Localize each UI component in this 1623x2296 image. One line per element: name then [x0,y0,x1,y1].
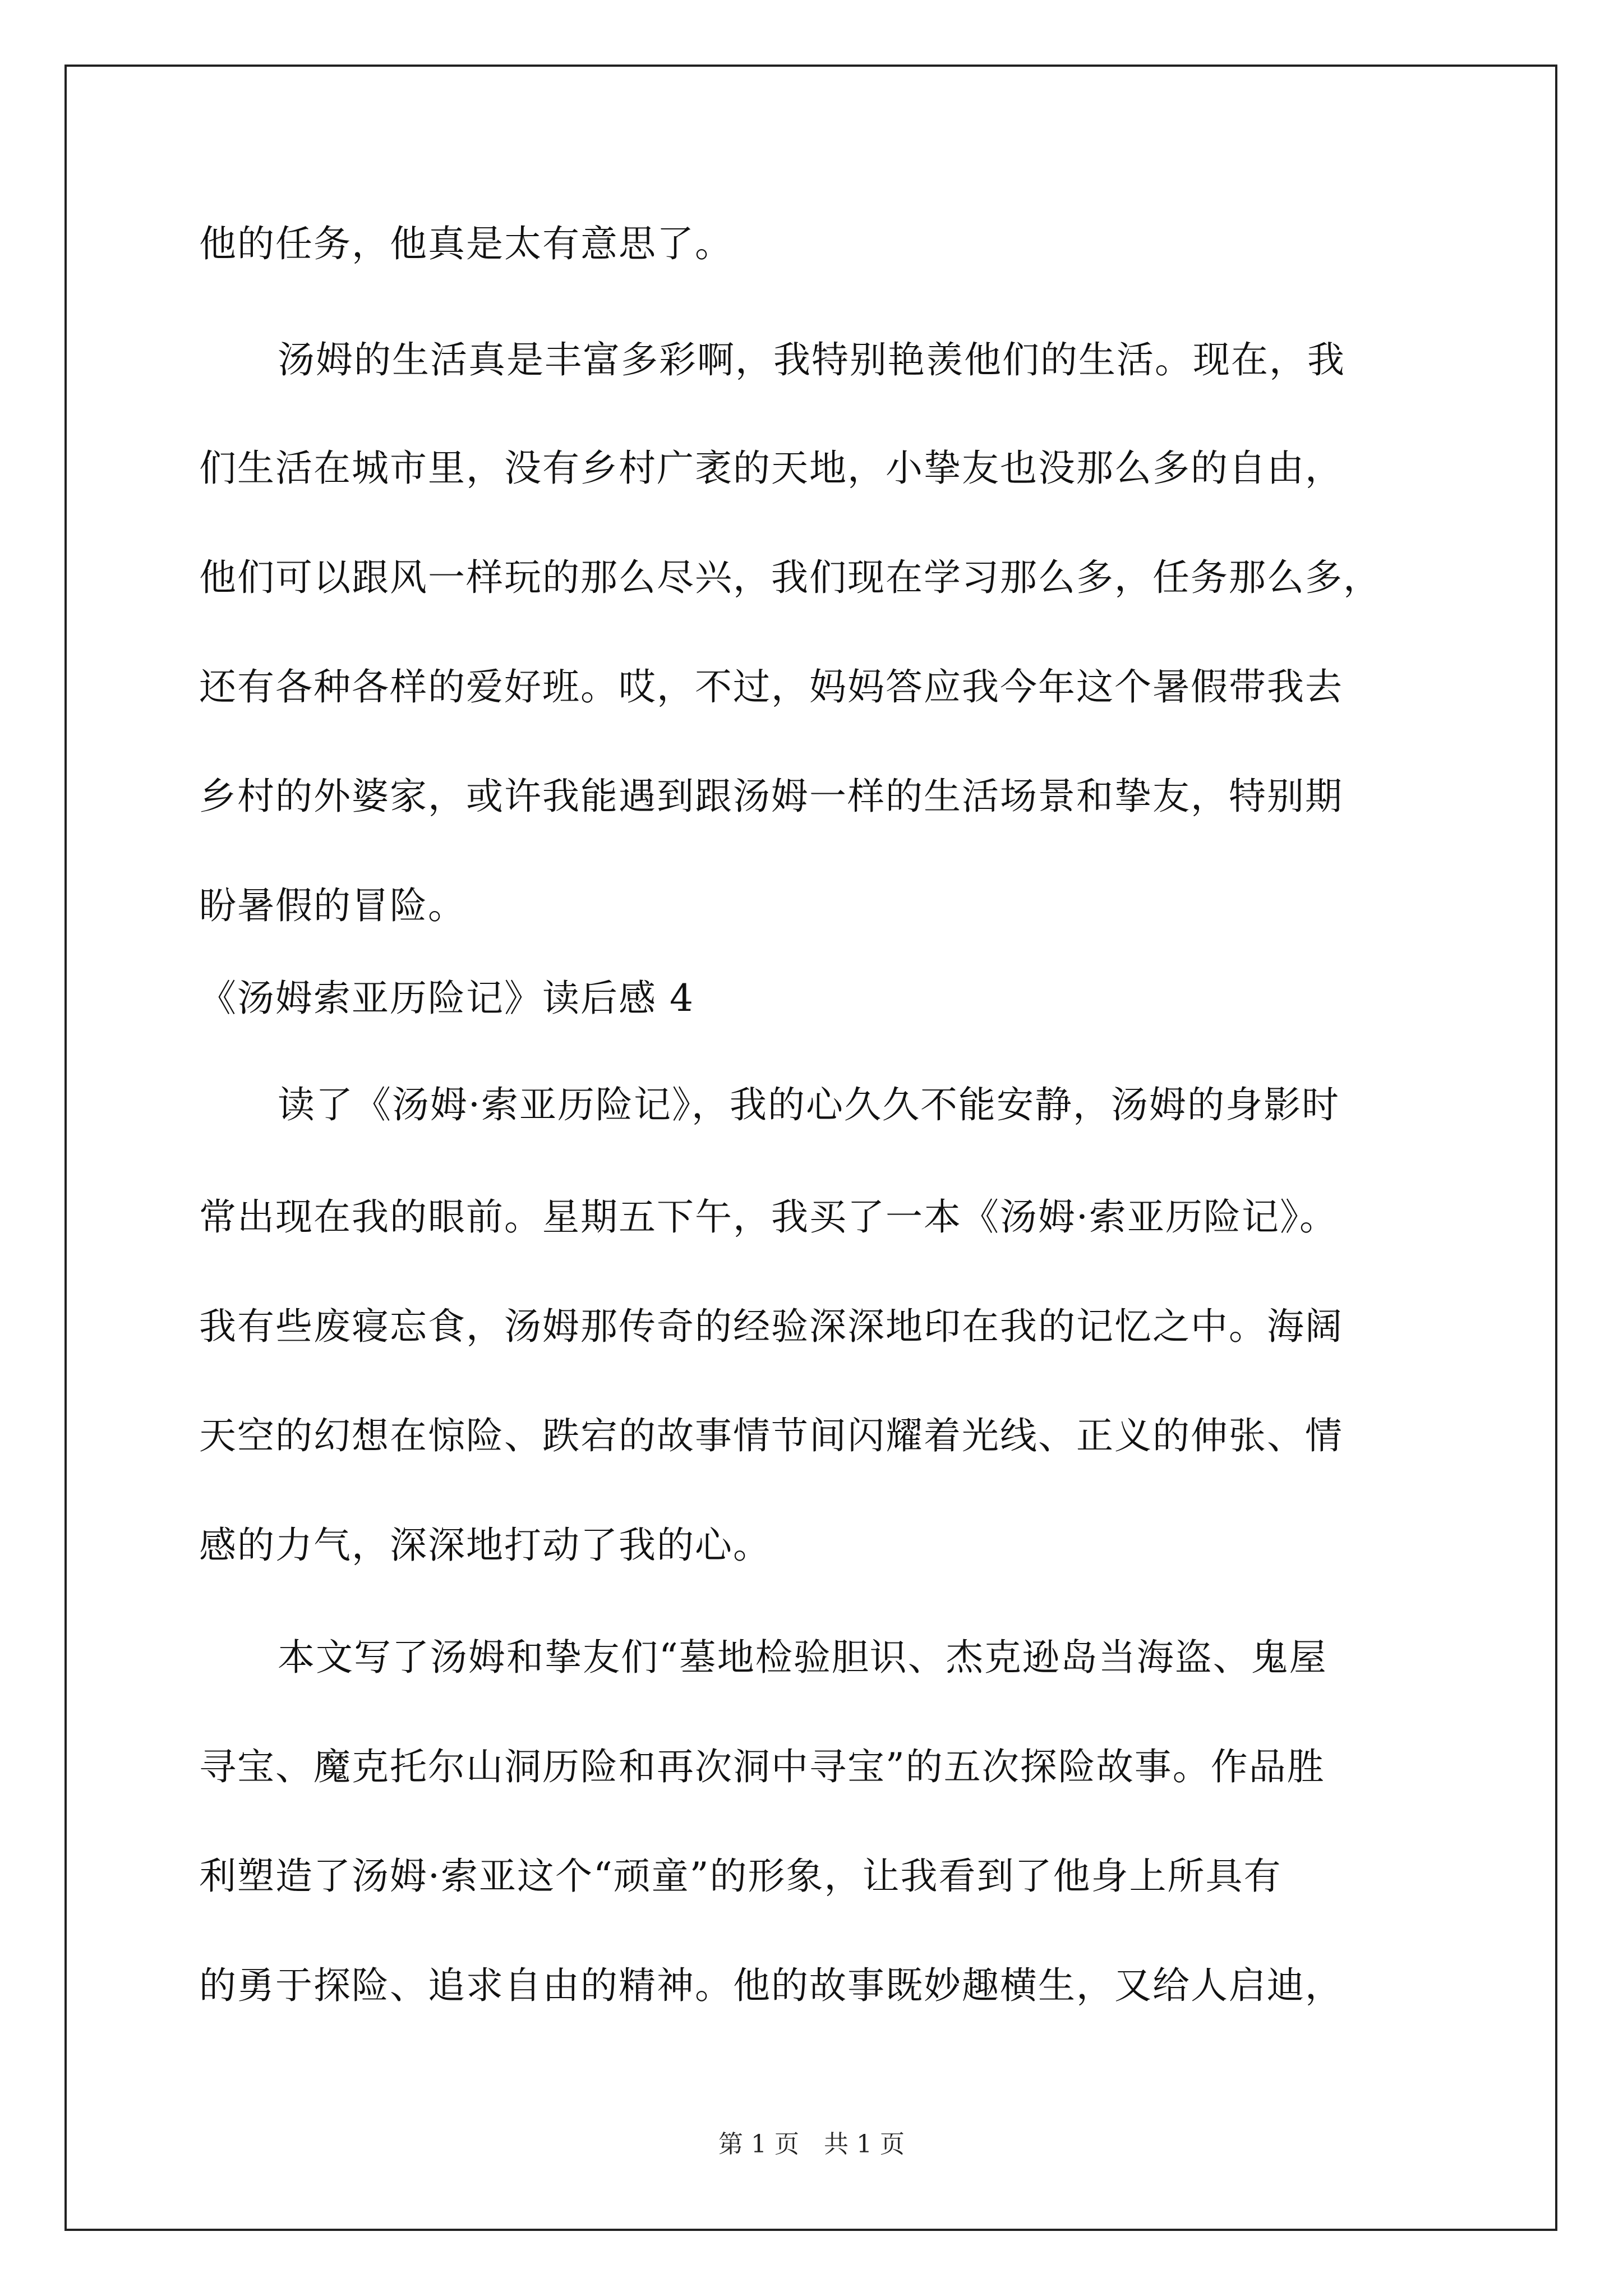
text-line: 的勇于探险、追求自由的精神。他的故事既妙趣横生，又给人启迪， [199,1964,1343,2007]
text-line: 还有各种各样的爱好班。哎，不过，妈妈答应我今年这个暑假带我去 [199,665,1343,708]
paragraph-start-line: 本文写了汤姆和挚友们“墓地检验胆识、杰克逊岛当海盗、鬼屋 [278,1636,1327,1679]
text-line: 常出现在我的眼前。星期五下午，我买了一本《汤姆·索亚历险记》。 [199,1195,1338,1239]
page-footer: 第 1 页 共 1 页 [718,2130,905,2159]
text-line: 盼暑假的冒险。 [199,884,466,927]
text-line: 寻宝、魔克托尔山洞历险和再次洞中寻宝”的五次探险故事。作品胜 [199,1745,1325,1788]
text-line: 利塑造了汤姆·索亚这个“顽童”的形象，让我看到了他身上所具有 [199,1855,1282,1898]
text-line: 他的任务，他真是太有意思了。 [199,222,733,265]
text-line: 感的力气，深深地打动了我的心。 [199,1524,771,1567]
paragraph-start-line: 读了《汤姆·索亚历险记》，我的心久久不能安静，汤姆的身影时 [278,1083,1340,1126]
text-line: 他们可以跟风一样玩的那么尽兴，我们现在学习那么多，任务那么多， [199,556,1381,599]
paragraph-start-line: 汤姆的生活真是丰富多彩啊，我特别艳羡他们的生活。现在，我 [278,338,1345,381]
text-line: 天空的幻想在惊险、跌宕的故事情节间闪耀着光线、正义的伸张、情 [199,1414,1343,1457]
text-line: 我有些废寝忘食，汤姆那传奇的经验深深地印在我的记忆之中。海阔 [199,1305,1343,1348]
section-heading: 《汤姆索亚历险记》读后感 4 [199,977,694,1020]
page-border [64,65,1557,2231]
text-line: 们生活在城市里，没有乡村广袤的天地，小挚友也没那么多的自由， [199,447,1343,490]
text-line: 乡村的外婆家，或许我能遇到跟汤姆一样的生活场景和挚友，特别期 [199,775,1343,818]
